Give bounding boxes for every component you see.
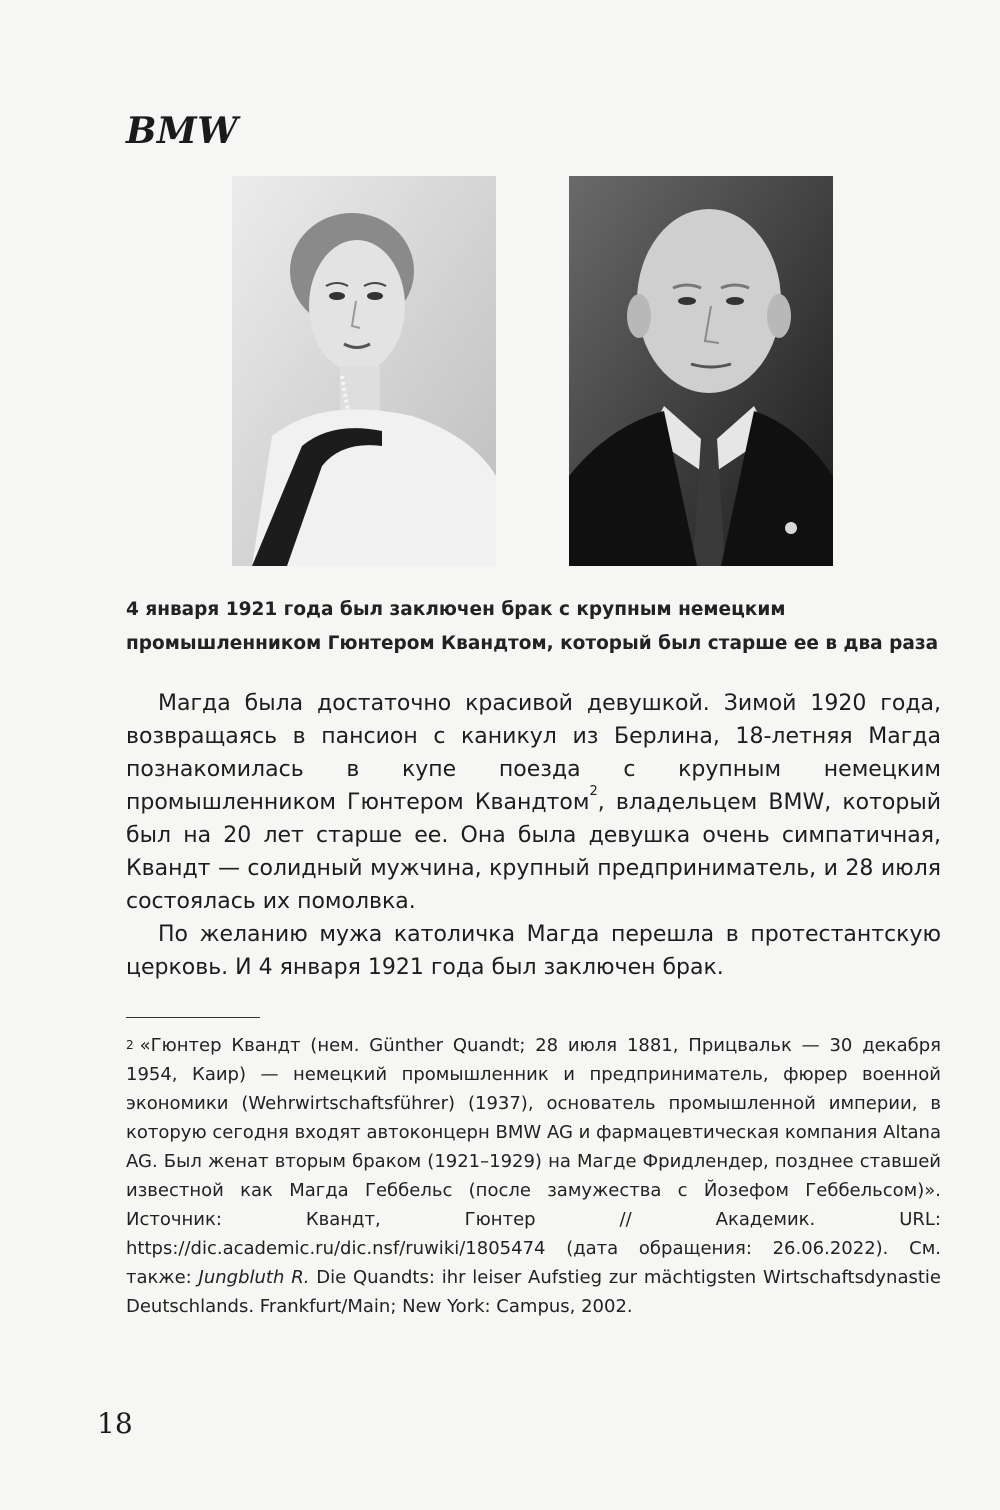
footnote-divider	[126, 1017, 260, 1018]
footnote	[126, 1031, 941, 1321]
footnote-text-b: Die Quandts: ihr leiser Aufstieg zur mächtigsten Wirtschaftsdynastie Deutschlands. Frankfurt/Main; New York: Campus, 2002.	[126, 1267, 942, 1317]
footnote-text-a: «Гюнтер Квандт (нем. Günther Quandt; 28 июля 1881, Прицвальк — 30 декабря 1954, Каир) — немецкий промышленник и предприниматель, фюрер военной экономики (Wehrwirtschaftsführer) (1937), основатель промышленной империи, в которую сегодня входят автоконцерн BMW AG и фармацевтическая компания Altana AG. Был женат вторым браком (1921–1929) на Магде Фридлендер, позднее ставшей известной как Магда Геббельс (после замужества с Йозефом Геббельсом)». Источник: Квандт, Гюнтер // Академик. URL: https://dic.academic.ru/dic.nsf/ruwiki/1805474 (дата обращения: 26.06.2022). См. также:	[126, 1035, 941, 1288]
chapter-header: BMW	[126, 110, 239, 152]
portrait-woman-photo	[232, 176, 496, 566]
page-number: 18	[97, 1407, 133, 1440]
paragraph-1-text-a: Магда была достаточно красивой девушкой. Зимой 1920 года, возвращаясь в пансион с каникул из Берлина, 18-летняя Магда познакомилась в купе поезда с крупным немецким промышленником Гюнтером Квандтом	[126, 691, 941, 815]
body-paragraph-1	[126, 687, 941, 918]
caption-line-1: 4 января 1921 года был заключен брак с крупным немецким	[126, 599, 786, 620]
footnote-reference: 2	[589, 784, 598, 799]
photo-caption	[126, 593, 946, 661]
footnote-number: 2	[126, 1038, 134, 1052]
paragraph-1-text-b: , владельцем BMW, который был на 20 лет старше ее. Она была девушка очень симпатичная, Квандт — солидный мужчина, крупный предприниматель, и 28 июля состоялась их помолвка.	[126, 790, 942, 914]
body-paragraph-2: По желанию мужа католичка Магда перешла в протестантскую церковь. И 4 января 1921 года был заключен брак.	[126, 922, 941, 980]
portrait-man-photo	[569, 176, 833, 566]
footnote-author: Jungbluth R.	[198, 1267, 310, 1288]
caption-line-2: промышленником Гюнтером Квандтом, который был старше ее в два раза	[126, 633, 939, 654]
